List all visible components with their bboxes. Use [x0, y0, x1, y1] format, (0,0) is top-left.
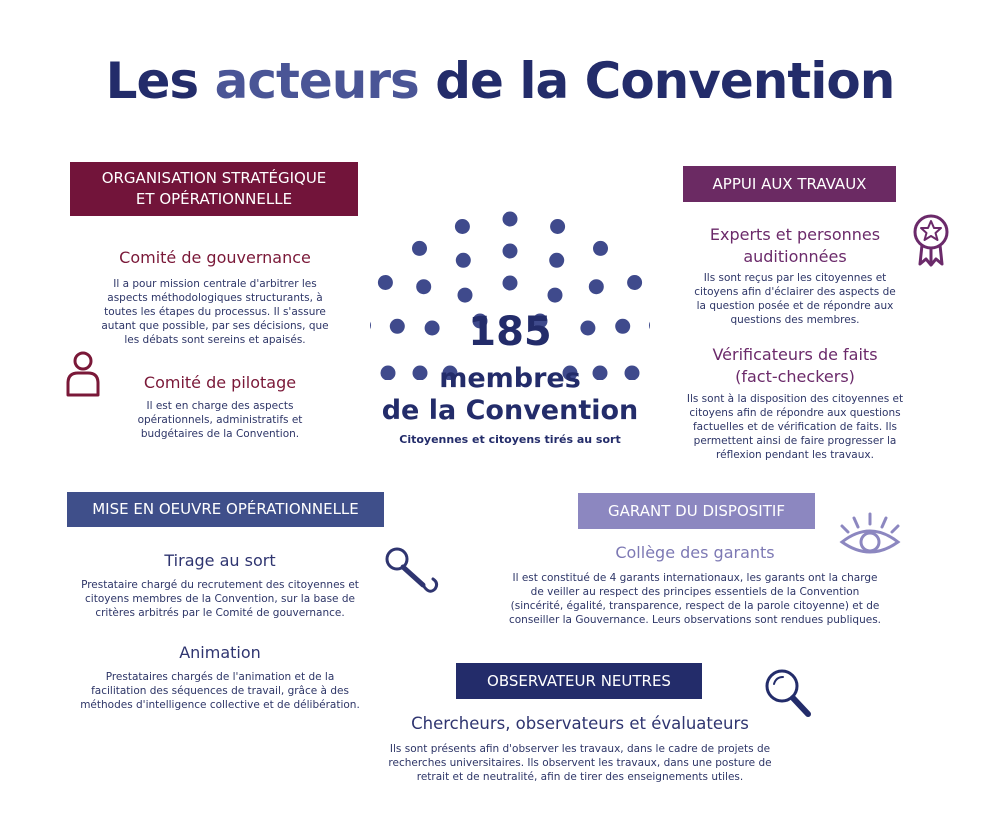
- hemicycle-seat-dot: [503, 212, 518, 227]
- hemicycle-seat-dot: [649, 318, 650, 333]
- banner-garant: GARANT DU DISPOSITIF: [578, 493, 815, 529]
- hemicycle-seat-dot: [503, 244, 518, 259]
- heading-verificateurs: Vérificateurs de faits (fact-checkers): [712, 345, 878, 386]
- eye-icon: [838, 512, 902, 558]
- banner-organisation-line1: ORGANISATION STRATÉGIQUE: [101, 169, 327, 187]
- hemicycle-seat-dot: [589, 279, 604, 294]
- title-accent: acteurs: [214, 52, 419, 110]
- text-college: Il est constitué de 4 garants internationaux, les garants ont la charge de veiller au respect des principes essentiels de la Convention (sincérité, égalité, transparence, respect de la parole citoyenne) et de conseiller la Gouvernance. Leurs observations sont rendues publiques.: [508, 572, 882, 626]
- text-experts: Ils sont reçus par les citoyennes et citoyens afin d'éclairer des aspects de la question posée et de répondre aux questions des membres.: [694, 272, 896, 326]
- title-part2: de la Convention: [435, 52, 895, 110]
- hemicycle-seat-dot: [378, 275, 393, 290]
- text-gouvernance: Il a pour mission centrale d'arbitrer les aspects méthodologiques structurants, à toutes les étapes du processus. Il s'assure autant que possible, par ses décisions, que les débats sont sereins et apaisés.: [101, 278, 329, 346]
- hemicycle-seat-dot: [370, 318, 371, 333]
- hemicycle-seat-dot: [627, 275, 642, 290]
- banner-mise-en-oeuvre: MISE EN OEUVRE OPÉRATIONNELLE: [67, 492, 384, 527]
- hemicycle-seat-dot: [458, 288, 473, 303]
- hemicycle-seat-dot: [416, 279, 431, 294]
- hemicycle-seat-dot: [548, 288, 563, 303]
- member-label-line2: de la Convention: [381, 395, 639, 426]
- title-part1: Les: [105, 52, 199, 110]
- award-medal-icon: [910, 212, 952, 268]
- heading-experts: Experts et personnes auditionnées: [709, 225, 881, 266]
- banner-appui: APPUI AUX TRAVAUX: [683, 166, 896, 202]
- hemicycle-seat-dot: [593, 241, 608, 256]
- hemicycle-seat-dot: [503, 276, 518, 291]
- heading-college: Collège des garants: [615, 543, 775, 562]
- banner-organisation: [70, 162, 358, 216]
- text-tirage: Prestataire chargé du recrutement des citoyennes et citoyens membres de la Convention, sur la base de critères arbitrés par le Comité de gouvernance.: [81, 579, 359, 619]
- microphone-icon: [383, 545, 443, 605]
- banner-observateur: OBSERVATEUR NEUTRES: [456, 663, 702, 699]
- hemicycle-seat-dot: [412, 241, 427, 256]
- heading-gouvernance: Comité de gouvernance: [119, 248, 311, 267]
- heading-animation: Animation: [179, 643, 261, 662]
- hemicycle-seat-dot: [550, 219, 565, 234]
- hemicycle-seat-dot: [456, 253, 471, 268]
- magnifier-icon: [762, 666, 814, 720]
- heading-tirage: Tirage au sort: [164, 551, 276, 570]
- text-animation: Prestataires chargés de l'animation et de la facilitation des séquences de travail, grâce à des méthodes d'intelligence collective et de délibération.: [80, 671, 360, 711]
- heading-chercheurs: Chercheurs, observateurs et évaluateurs: [411, 714, 749, 733]
- heading-pilotage: Comité de pilotage: [143, 373, 297, 392]
- page-title: [0, 52, 1000, 110]
- text-verificateurs: Ils sont à la disposition des citoyennes et citoyens afin de répondre aux questions factuelles et de vérification de faits. Ils permettent ainsi de faire progresser la réflexion pendant les travaux.: [686, 393, 904, 461]
- banner-organisation-line2: ET OPÉRATIONNELLE: [135, 190, 293, 208]
- member-count: 185: [468, 309, 552, 355]
- member-subtitle: Citoyennes et citoyens tirés au sort: [399, 433, 621, 446]
- person-icon: [64, 350, 102, 398]
- text-chercheurs: Ils sont présents afin d'observer les travaux, dans le cadre de projets de recherches universitaires. Ils observent les travaux, dans une posture de retrait et de neutralité, afin de tirer des enseignements utiles.: [388, 743, 772, 783]
- member-label-line1: membres: [439, 363, 581, 394]
- hemicycle-seat-dot: [455, 219, 470, 234]
- text-pilotage: Il est en charge des aspects opérationnels, administratifs et budgétaires de la Convention.: [137, 400, 303, 440]
- hemicycle-seat-dot: [549, 253, 564, 268]
